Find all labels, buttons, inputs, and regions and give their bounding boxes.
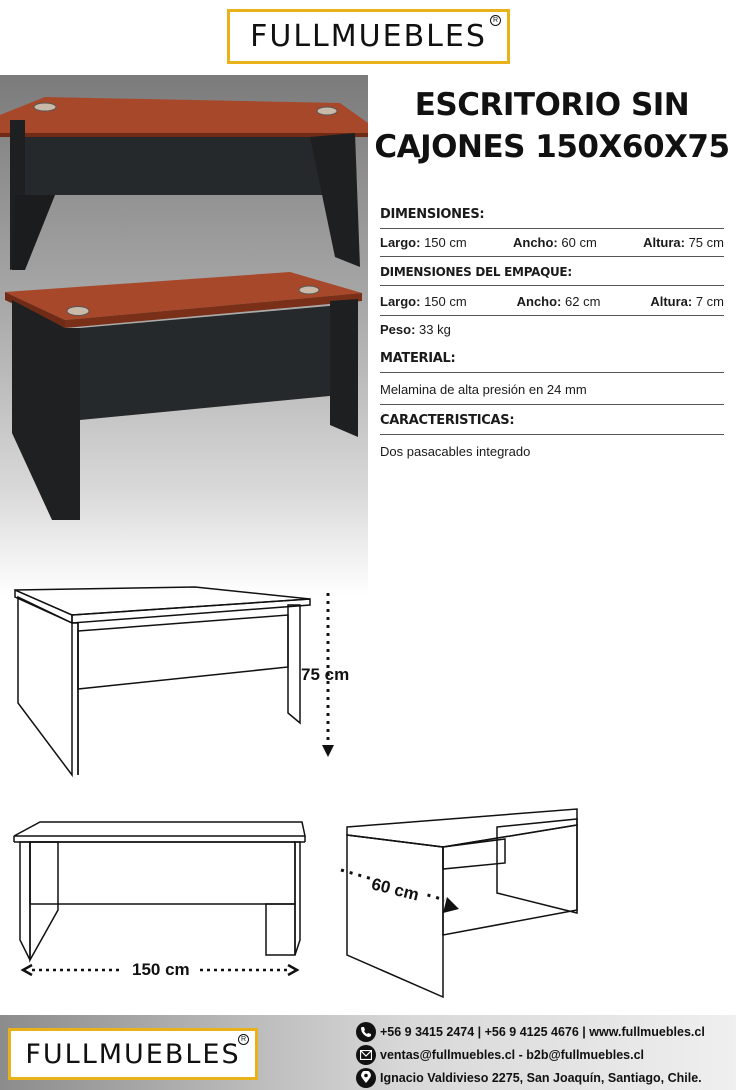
- contact-address[interactable]: [356, 1066, 732, 1089]
- dimensions-heading: DIMENSIONES:: [380, 207, 724, 229]
- registered-mark: R: [490, 15, 501, 26]
- length-diagram: [10, 820, 310, 980]
- spec-table: [380, 207, 724, 466]
- material-value: Melamina de alta presión en 24 mm: [380, 373, 724, 405]
- brand-logo[interactable]: [227, 9, 510, 64]
- contact-phone[interactable]: [356, 1020, 732, 1043]
- pkg-largo: Largo: 150 cm: [380, 294, 467, 309]
- features-value: Dos pasacables integrado: [380, 444, 531, 459]
- pkg-peso: Peso: 33 kg: [380, 322, 451, 337]
- pkg-altura: Altura: 7 cm: [650, 294, 724, 309]
- address-text: Ignacio Valdivieso 2275, San Joaquín, Santiago, Chile.: [380, 1070, 702, 1085]
- depth-arrow-icon: [443, 897, 459, 913]
- arrow-right-icon: [288, 965, 297, 975]
- footer: [0, 1015, 736, 1090]
- height-diagram: [10, 585, 340, 785]
- pkg-ancho: Ancho: 62 cm: [516, 294, 601, 309]
- product-photo: [0, 75, 368, 595]
- phone-icon: [356, 1022, 376, 1042]
- contact-email[interactable]: [356, 1043, 732, 1066]
- arrow-left-icon: [23, 965, 32, 975]
- footer-logo-text: FULLMUΕBLΕS: [25, 1038, 241, 1070]
- dim-ancho: Ancho: 60 cm: [512, 235, 597, 250]
- features-heading: CARACTERISTICAS:: [380, 405, 724, 435]
- contact-list: [356, 1020, 732, 1089]
- height-arrow-icon: [322, 745, 334, 757]
- back-desk-top: [0, 97, 368, 133]
- length-label: 150 cm: [128, 960, 194, 980]
- package-heading: DIMENSIONES DEL EMPAQUE:: [380, 257, 724, 286]
- title-line-1: ESCRITORIO SIN: [414, 87, 690, 123]
- package-weight-row: [380, 316, 724, 343]
- front-desk-right-leg: [330, 299, 358, 437]
- logo-text: FULLMUΕBLΕS: [250, 19, 487, 54]
- footer-logo[interactable]: [8, 1028, 258, 1080]
- phone-text: +56 9 3415 2474 | +56 9 4125 4676 | www.fullmuebles.cl: [380, 1024, 705, 1039]
- product-title: [374, 84, 730, 168]
- front-desk-left-leg: [12, 300, 80, 520]
- email-icon: [356, 1045, 376, 1065]
- desk-photo-render: [0, 75, 368, 595]
- email-text: ventas@fullmuebles.cl - b2b@fullmuebles.cl: [380, 1047, 645, 1062]
- height-label: 75 cm: [301, 665, 350, 684]
- depth-label: 60 cm: [366, 874, 423, 907]
- dim-largo: Largo: 150 cm: [380, 235, 467, 250]
- dimensions-row: [380, 229, 724, 257]
- dim-altura: Altura: 75 cm: [643, 235, 724, 250]
- material-heading: MATERIAL:: [380, 343, 724, 373]
- back-desk-panel: [18, 137, 355, 195]
- location-pin-icon: [356, 1068, 376, 1088]
- package-row: [380, 286, 724, 316]
- depth-diagram: [335, 805, 585, 1000]
- footer-registered-mark: R: [238, 1034, 249, 1045]
- title-line-2: CAJONES 150X60X75: [374, 129, 730, 165]
